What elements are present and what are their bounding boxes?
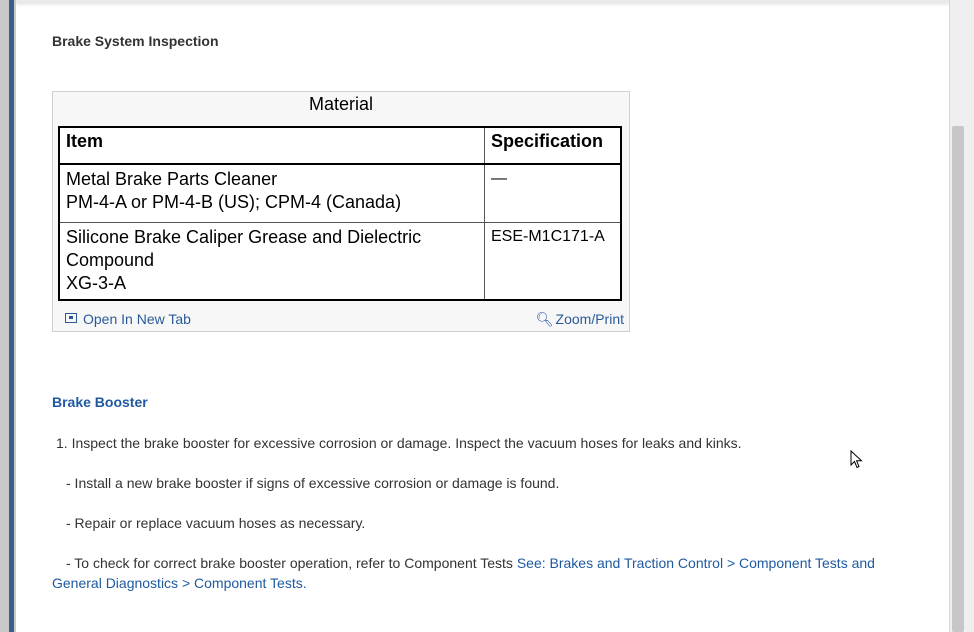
figure-footer <box>53 308 629 330</box>
spec-cell: ESE-M1C171-A <box>485 222 622 300</box>
table-header-row <box>59 127 621 164</box>
bullet-install-new: - Install a new brake booster if signs of excessive corrosion or damage is found. <box>66 475 560 491</box>
bullet-component-tests <box>52 553 912 593</box>
material-table <box>58 126 622 301</box>
content-panel <box>16 0 949 632</box>
component-tests-text: - To check for correct brake booster operation, refer to Component Tests <box>66 555 517 571</box>
item-line: PM-4-A or PM-4-B (US); CPM-4 (Canada) <box>66 192 402 212</box>
step-1-text: 1. Inspect the brake booster for excessive corrosion or damage. Inspect the vacuum hoses for leaks and kinks. <box>56 435 742 451</box>
section-title: Brake System Inspection <box>52 33 219 49</box>
zoom-icon: 🔍︎ <box>535 311 554 327</box>
bullet-repair-hoses: - Repair or replace vacuum hoses as necessary. <box>66 515 366 531</box>
table-row <box>59 164 621 222</box>
open-new-tab-icon <box>65 313 77 323</box>
left-accent-bar <box>9 0 14 632</box>
item-line: Silicone Brake Caliper Grease and Dielectric <box>66 226 422 247</box>
header-specification: Specification <box>485 127 622 164</box>
mouse-cursor-icon <box>850 450 864 470</box>
component-tests-link[interactable]: See: Brakes and Traction Control > Component Tests and General Diagnostics > Component Tests. <box>52 555 875 591</box>
material-figure <box>52 91 630 332</box>
table-row <box>59 222 621 300</box>
left-frame-strip <box>0 0 16 632</box>
scrollbar-thumb[interactable] <box>952 126 964 632</box>
figure-caption: Material <box>308 94 374 114</box>
item-line: XG-3-A <box>66 272 127 293</box>
item-line: Compound <box>66 249 155 270</box>
open-new-tab-link[interactable] <box>65 311 191 327</box>
zoom-print-label: Zoom/Print <box>555 311 624 327</box>
header-item: Item <box>59 127 485 164</box>
zoom-print-link[interactable] <box>536 311 624 328</box>
spec-cell: — <box>485 164 622 222</box>
item-line: Metal Brake Parts Cleaner <box>66 169 278 189</box>
item-cell <box>59 222 485 300</box>
open-new-tab-label: Open In New Tab <box>83 311 191 327</box>
brake-booster-title: Brake Booster <box>52 394 148 410</box>
item-cell <box>59 164 485 222</box>
panel-top-edge <box>16 0 949 3</box>
